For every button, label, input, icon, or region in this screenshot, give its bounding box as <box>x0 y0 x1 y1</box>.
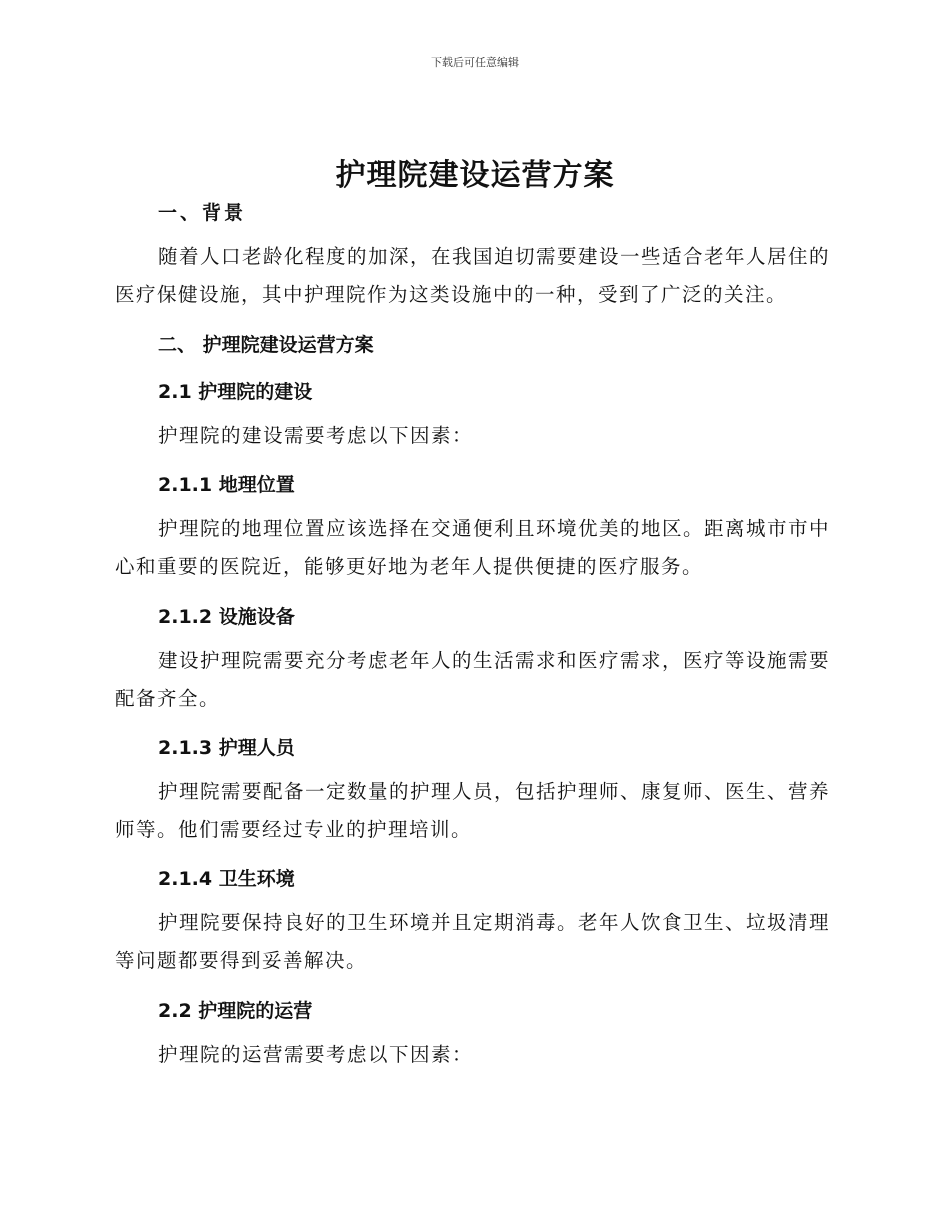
paragraph-facilities: 建设护理院需要充分考虑老年人的生活需求和医疗需求，医疗等设施需要配备齐全。 <box>115 649 831 710</box>
paragraph-operation-intro: 护理院的运营需要考虑以下因素： <box>158 1043 474 1066</box>
subsection-heading-facilities: 2.1.2 设施设备 <box>158 606 295 628</box>
section-heading-plan: 二、 护理院建设运营方案 <box>158 334 374 356</box>
paragraph-background: 随着人口老龄化程度的加深，在我国迫切需要建设一些适合老年人居住的医疗保健设施，其中护理院作为这类设施中的一种，受到了广泛的关注。 <box>115 245 831 306</box>
paragraph-construction-intro: 护理院的建设需要考虑以下因素： <box>158 424 474 447</box>
paragraph-staff: 护理院需要配备一定数量的护理人员，包括护理师、康复师、医生、营养师等。他们需要经过专业的护理培训。 <box>115 780 831 841</box>
paragraph-location: 护理院的地理位置应该选择在交通便利且环境优美的地区。距离城市市中心和重要的医院近，能够更好地为老年人提供便捷的医疗服务。 <box>115 517 831 578</box>
subsection-heading-location: 2.1.1 地理位置 <box>158 474 295 496</box>
paragraph-hygiene: 护理院要保持良好的卫生环境并且定期消毒。老年人饮食卫生、垃圾清理等问题都要得到妥善解决。 <box>115 911 831 972</box>
subsection-heading-construction: 2.1 护理院的建设 <box>158 381 313 403</box>
subsection-heading-operation: 2.2 护理院的运营 <box>158 1000 313 1022</box>
document-title: 护理院建设运营方案 <box>335 158 615 193</box>
section-heading-background: 一、背景 <box>158 202 247 224</box>
header-note: 下载后可任意编辑 <box>431 56 519 69</box>
subsection-heading-staff: 2.1.3 护理人员 <box>158 737 295 759</box>
subsection-heading-hygiene: 2.1.4 卫生环境 <box>158 868 295 890</box>
